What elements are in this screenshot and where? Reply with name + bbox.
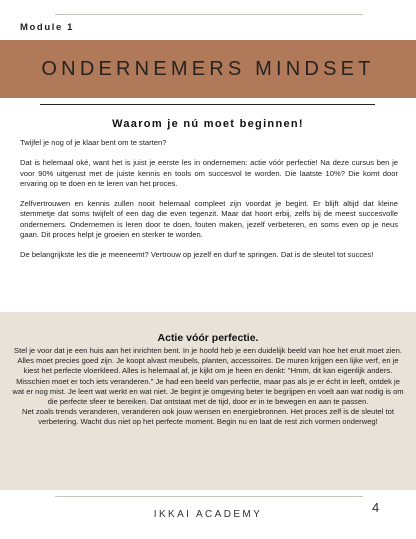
highlight-text — [10, 346, 406, 428]
top-divider — [55, 14, 363, 15]
body-paragraph-3: Zelfvertrouwen en kennis zullen nooit helemaal compleet zijn voordat je begint. Er blijft altijd dat kleine stemmetje dat soms twijfelt of een dag die even tegenzit. Maar dat hoort erbij, zelfs bij de meest succesvolle ondernemers. Ondernemen is leren door te doen, fouten maken, jezelf verbeteren, en soms even op je neus gaan. Dit proces helpt je groeien en sterker te worden. — [20, 199, 398, 239]
page-title: ONDERNEMERS MINDSET — [41, 57, 375, 80]
section-title: Waarom je nú moet beginnen! — [112, 118, 304, 130]
page-number: 4 — [372, 500, 380, 515]
body-paragraph-4: De belangrijkste les die je meeneemt? Vertrouw op jezelf en durf te springen. Dat is de sleutel tot succes! — [20, 250, 374, 260]
title-band — [0, 40, 416, 98]
highlight-title: Actie vóór perfectie. — [157, 332, 259, 344]
module-label: Module 1 — [20, 22, 74, 33]
footer-brand: IKKAI ACADEMY — [153, 509, 263, 520]
highlight-paragraph-1: Stel je voor dat je een huis aan het inrichten bent. In je hoofd heb je een duidelijk beeld van hoe het eruit moet zien. Alles moet precies goed zijn. Je koopt alvast meubels, planten, accessoires. De muren krijgen een lijke verf, en je kiest het perfecte vloerkleed. Alles is helemaal af, je kijkt om je heen en denkt: "Hmm, dit kan eigenlijk anders. Misschien moet er toch iets veranderen." Je had een beeld van perfectie, maar pas als je er écht in leeft, ontdek je wat er nog mist. Je leert wat werkt en wat niet. Je begint je omgeving beter te begrijpen en voelt aan wat nodig is om die perfecte sfeer te bereiken. Dat ontstaat met de tijd, door er in te bewegen en aan te passen. — [12, 346, 404, 407]
body-paragraph-1: Twijfel je nog of je klaar bent om te starten? — [20, 138, 167, 147]
bottom-divider — [55, 496, 363, 497]
body-text — [20, 138, 398, 271]
body-paragraph-2: Dat is helemaal oké, want het is juist je eerste les in ondernemen: actie vóór perfectie! Na deze cursus ben je voor 90% uitgerust met de juiste kennis en tools om succesvol te worden. Die laatste 10%? Die komt door ervaring op te doen en te leren van het proces. — [20, 158, 398, 188]
heading-divider — [40, 104, 375, 105]
highlight-paragraph-2: Net zoals trends veranderen, veranderen ook jouw wensen en energiebronnen. Het proces zelf is de sleutel tot verbetering. Wacht dus niet op het perfecte moment. Begin nu en laat de rest zich vormen onderweg! — [22, 407, 394, 427]
